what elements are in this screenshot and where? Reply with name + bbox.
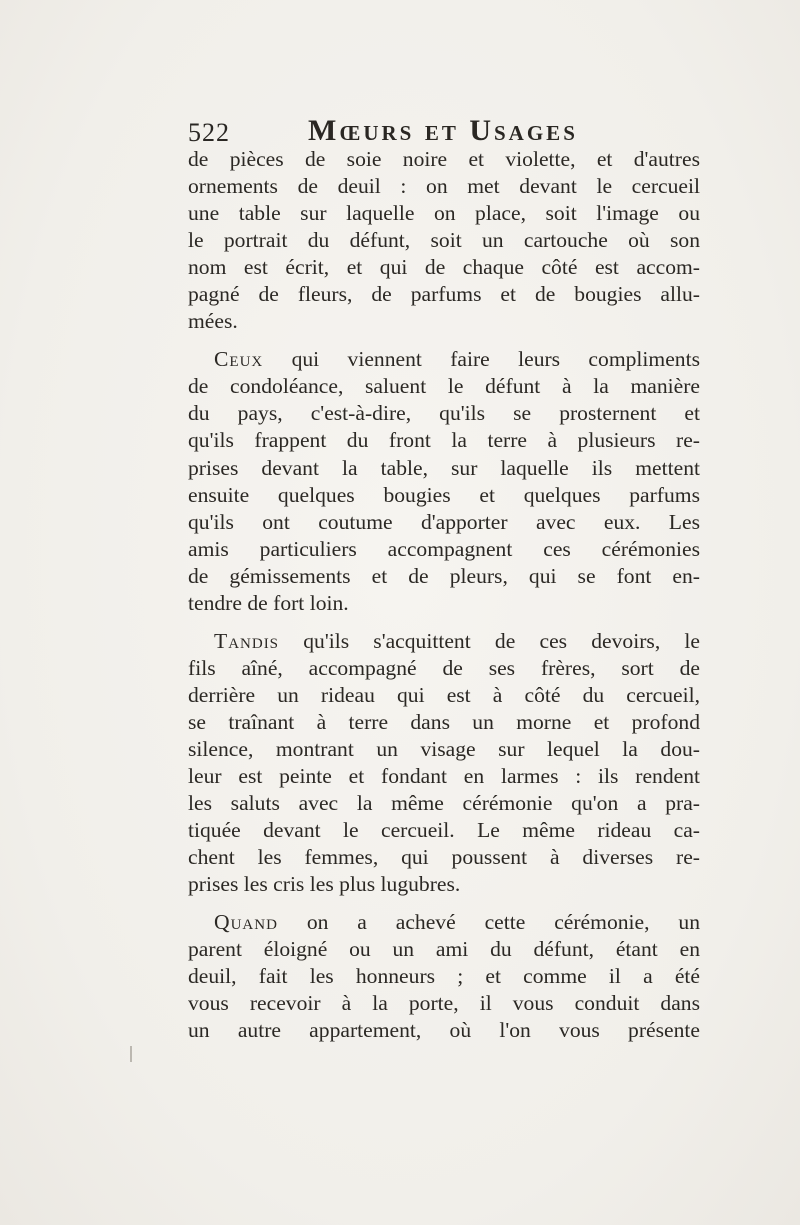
paragraph-lead: Quand — [214, 910, 278, 935]
text-line: mées. — [188, 309, 238, 334]
body-text — [188, 146, 700, 1045]
text-line: de condoléance, saluent le défunt à la manière — [188, 374, 700, 399]
text-line: le portrait du défunt, soit un cartouche où son — [188, 228, 700, 253]
text-line: derrière un rideau qui est à côté du cercueil, — [188, 682, 700, 707]
text-line: de pièces de soie noire et violette, et d'autres — [188, 147, 700, 171]
text-line: de gémissements et de pleurs, qui se font en- — [188, 563, 700, 588]
text-line: nom est écrit, et qui de chaque côté est accom- — [188, 255, 700, 280]
text-line — [188, 909, 700, 936]
text-line: vous recevoir à la porte, il vous conduit dans — [188, 991, 700, 1016]
text-line: silence, montrant un visage sur lequel la dou- — [188, 736, 700, 761]
text-line: du pays, c'est-à-dire, qu'ils se prosternent et — [188, 401, 700, 426]
paragraph-lead: Tandis — [214, 628, 280, 653]
paragraph-4 — [188, 909, 700, 1044]
text-line-rest: qui viennent faire leurs compliments — [263, 347, 700, 372]
text-line: qu'ils frappent du front la terre à plusieurs re- — [188, 428, 700, 453]
text-line — [188, 628, 700, 655]
paragraph-2 — [188, 346, 700, 616]
text-line: ensuite quelques bougies et quelques parfums — [188, 482, 700, 507]
text-line: parent éloigné ou un ami du défunt, étant en — [188, 937, 700, 962]
page-number: 522 — [188, 118, 230, 147]
text-line: prises les cris les plus lugubres. — [188, 872, 461, 897]
text-line: une table sur laquelle on place, soit l'image ou — [188, 201, 700, 226]
running-title: Mœurs et Usages — [308, 114, 578, 147]
text-line: ornements de deuil : on met devant le cercueil — [188, 174, 700, 199]
text-line: chent les femmes, qui poussent à diverses re- — [188, 845, 700, 870]
margin-mark — [130, 1046, 132, 1062]
text-line: un autre appartement, où l'on vous présente — [188, 1018, 700, 1043]
text-line: les saluts avec la même cérémonie qu'on a pra- — [188, 791, 700, 816]
text-line: deuil, fait les honneurs ; et comme il a été — [188, 964, 700, 989]
text-line: tiquée devant le cercueil. Le même rideau ca- — [188, 818, 700, 843]
text-line — [188, 346, 700, 373]
text-line-rest: on a achevé cette cérémonie, un — [277, 910, 700, 935]
paragraph-lead: Ceux — [214, 347, 264, 372]
text-line: fils aîné, accompagné de ses frères, sort de — [188, 655, 700, 680]
paragraph-3 — [188, 628, 700, 898]
text-line: pagné de fleurs, de parfums et de bougies allu- — [188, 282, 700, 307]
text-line: qu'ils ont coutume d'apporter avec eux. Les — [188, 509, 700, 534]
text-line: leur est peinte et fondant en larmes : ils rendent — [188, 764, 700, 789]
text-line: prises devant la table, sur laquelle ils mettent — [188, 455, 700, 480]
text-line: tendre de fort loin. — [188, 590, 349, 615]
paragraph-1 — [188, 146, 700, 335]
text-line: se traînant à terre dans un morne et profond — [188, 709, 700, 734]
text-line: amis particuliers accompagnent ces cérémonies — [188, 536, 700, 561]
text-line-rest: qu'ils s'acquittent de ces devoirs, le — [279, 628, 700, 653]
